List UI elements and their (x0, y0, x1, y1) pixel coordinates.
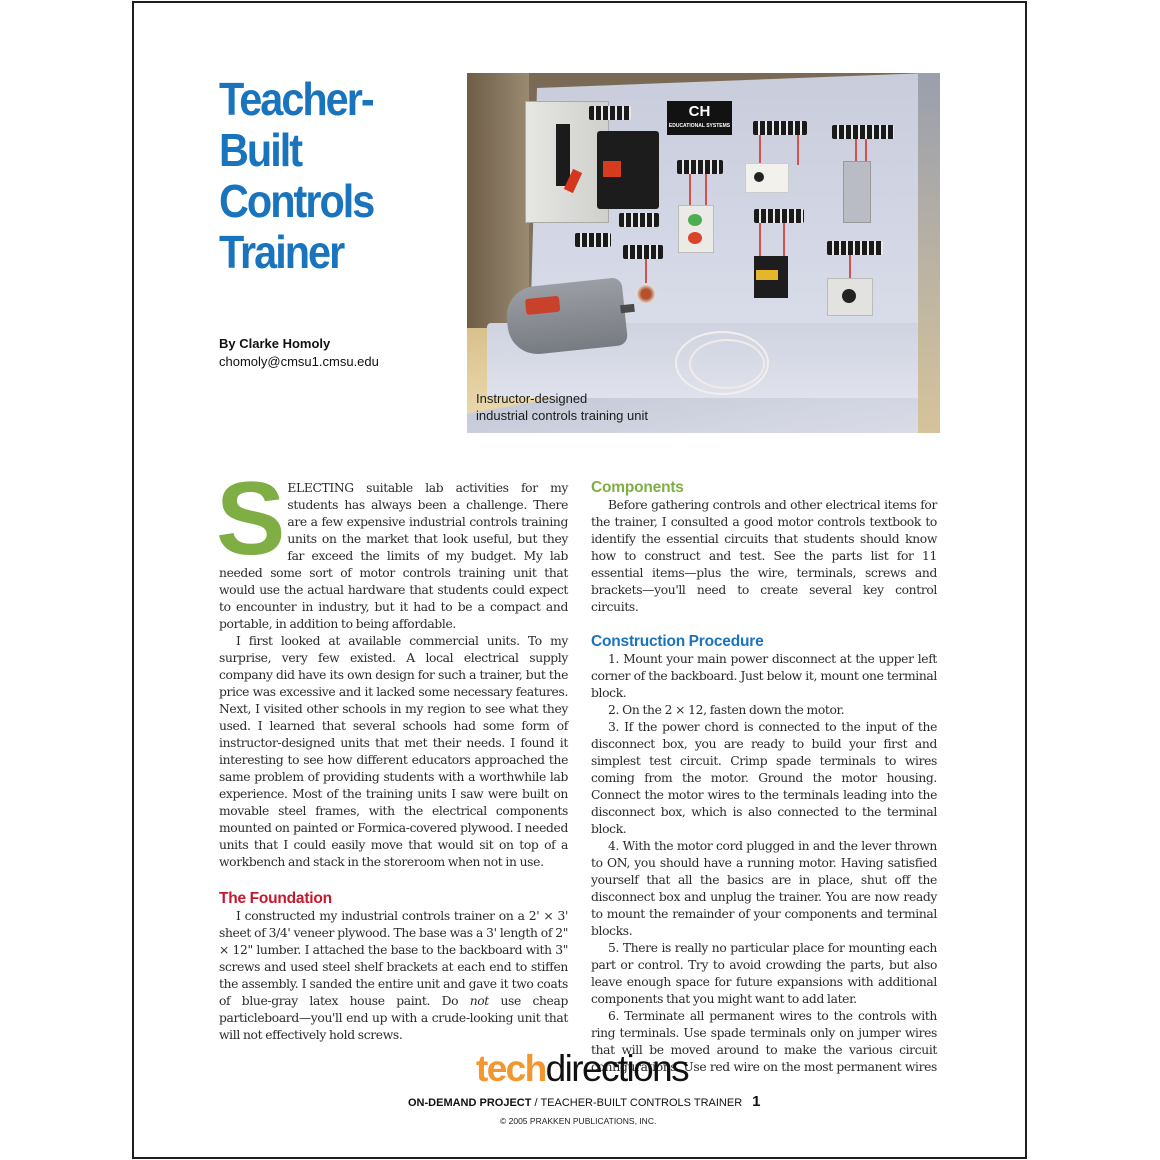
construction-step: 5. There is really no particular place for mounting each part or control. Try to avoid crowding the parts, but also leave enough space for future expansions with additional components that you might want to add later. (591, 941, 937, 1006)
construction-step: 2. On the 2 × 12, fasten down the motor. (608, 703, 845, 717)
photo-caption (476, 390, 648, 424)
title-line: Trainer (219, 226, 344, 278)
motor-image (504, 277, 628, 357)
wire (705, 174, 707, 205)
limit-switch-image (843, 161, 871, 223)
intro-paragraph (216, 461, 568, 633)
author-name: By Clarke Homoly (219, 336, 331, 351)
motor-starter-image (597, 131, 659, 209)
stop-button-image (688, 232, 702, 244)
footer-running-head (408, 1094, 760, 1111)
construction-step: 3. If the power chord is connected to the input of the disconnect box, you are ready to build your first and simplest test circuit. Crimp spade terminals to wires coming from the motor. Ground the motor housing. Connect the motor wires to the terminals leading into the disconnect box, which is also connected to the terminal block. (591, 720, 937, 836)
wire (645, 259, 647, 283)
wire (849, 255, 851, 278)
wire (797, 135, 799, 165)
copyright: © 2005 PRAKKEN PUBLICATIONS, INC. (500, 1116, 657, 1126)
foundation-paragraph (219, 908, 568, 1044)
project-label: ON-DEMAND PROJECT (408, 1097, 532, 1109)
terminal-block (677, 160, 723, 174)
terminal-block (619, 213, 659, 227)
wire-coil-image (689, 339, 765, 389)
section-heading-foundation: The Foundation (219, 890, 332, 907)
nameplate (667, 101, 732, 135)
project-title: TEACHER-BUILT CONTROLS TRAINER (540, 1097, 743, 1109)
logo-directions: directions (545, 1048, 689, 1089)
wire (689, 174, 691, 205)
column-left (216, 461, 568, 1044)
foundation-text: use cheap particleboard—you'll end up with a crude-looking unit that will not effectively hold screws. (219, 994, 568, 1042)
nameplate-sub: EDUCATIONAL SYSTEMS (668, 123, 731, 129)
column-right (591, 478, 937, 1076)
foundation-text: I constructed my industrial controls trainer on a 2' × 3' sheet of 3/4' veneer plywood. The base was a 3' length of 2" × 12" lumber. I attached the base to the backboard with 3" screws and used steel shelf brackets at each end to stiffen the assembly. I sanded the entire unit and gave it two coats of blue-gray latex house paint. Do (219, 909, 568, 1008)
terminal-block (623, 245, 663, 259)
contactor-image (754, 256, 788, 298)
wire (759, 223, 761, 256)
construction-step: 6. Terminate all permanent wires to the controls with ring terminals. Use spade terminals only on jumper wires that will be moved around to make the various circuit configurations. Use red wire on the most permanent wires (591, 1009, 937, 1074)
article-title (219, 74, 435, 278)
logo-tech: tech (475, 1048, 546, 1089)
trainer-photo (467, 73, 940, 433)
photo-right-edge (918, 73, 940, 433)
terminal-block (575, 233, 611, 247)
terminal-block (754, 209, 804, 223)
wire (783, 223, 785, 256)
section-heading-components: Components (591, 479, 684, 496)
title-line: Built (219, 124, 302, 176)
pushbutton-station-image (678, 205, 714, 253)
section-heading-construction: Construction Procedure (591, 633, 764, 650)
nameplate-main: CH (688, 103, 711, 120)
title-line: Controls (219, 175, 374, 227)
selector-switch-image (827, 278, 873, 316)
pilot-light-image (635, 283, 657, 305)
caption-line: industrial controls training unit (476, 408, 648, 423)
construction-step: 4. With the motor cord plugged in and the lever thrown to ON, you should have a running motor. Having satisfied yourself that all the basics are in place, shut off the disconnect box and unplug the trainer. You are now ready to mount the remainder of your components and terminal blocks. (591, 839, 937, 938)
title-line: Teacher- (219, 73, 373, 125)
construction-step: 1. Mount your main power disconnect at the upper left corner of the backboard. Just below it, mount one terminal block. (591, 652, 937, 700)
intro-text: ELECTING suitable lab activities for my students has always been a challenge. There are a few expensive industrial controls training units on the market that look useful, but they far exceed the limits of my budget. My lab needed some sort of motor controls training unit that would use the actual hardware that students could expect to encounter in industry, but it had to be a compact and portable, in addition to being affordable. (219, 481, 568, 631)
body-paragraph: I first looked at available commercial units. To my surprise, very few existed. A local electrical supply company did have its own design for such a trainer, but the price was excessive and it lacked some necessary features. Next, I visited other schools in my region to see what they used. I learned that several schools had some form of instructor-designed units that met their needs. I found it interesting to see how different educators approached the same problem of providing students with a worthwhile lab experience. Most of the training units I saw were built on movable steel frames, with the electrical components mounted on painted or Formica-covered plywood. I needed units that I could easily move that would sit on top of a workbench and stack in the storeroom when not in use. (219, 634, 568, 869)
caption-line: Instructor-designed (476, 391, 588, 406)
drop-cap: S (216, 461, 284, 577)
start-button-image (688, 214, 702, 226)
page-number: 1 (752, 1093, 761, 1110)
terminal-block (753, 121, 807, 135)
author-email: chomoly@cmsu1.cmsu.edu (219, 354, 379, 369)
byline (219, 335, 379, 371)
emphasis-not: not (469, 994, 489, 1008)
on-off-label (556, 124, 570, 186)
wire (759, 135, 761, 165)
techdirections-logo (452, 1047, 712, 1091)
separator: / (531, 1097, 541, 1109)
timer-relay-image (745, 163, 789, 193)
terminal-block (589, 106, 631, 120)
components-paragraph: Before gathering controls and other electrical items for the trainer, I consulted a good motor controls textbook to identify the essential circuits that students should know how to construct and test. See the parts list for 11 essential items—plus the wire, terminals, screws and brackets—you'll need to create several key control circuits. (591, 498, 937, 614)
terminal-block (832, 125, 894, 139)
terminal-block (827, 241, 883, 255)
